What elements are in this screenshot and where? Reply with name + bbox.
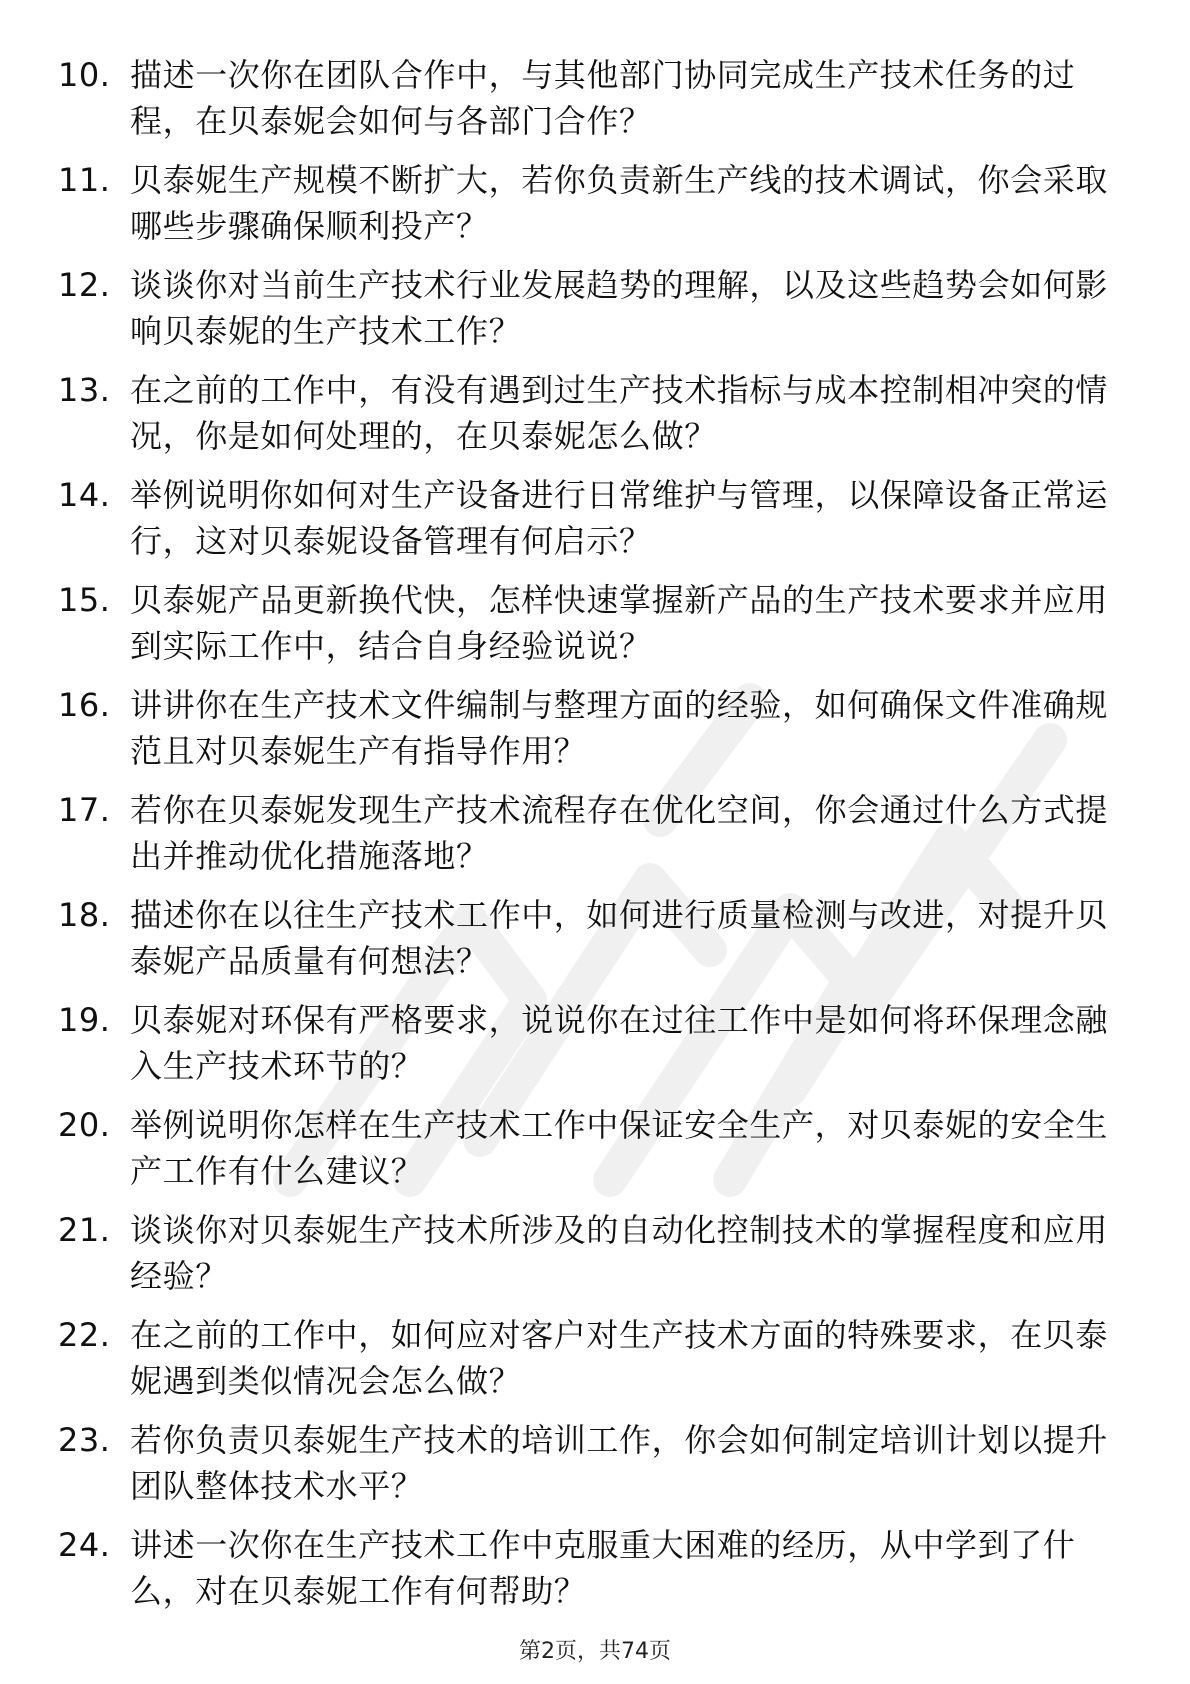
question-item	[58, 682, 1128, 774]
question-number: 12.	[58, 266, 111, 304]
question-text: 若你在贝泰妮发现生产技术流程存在优化空间，你会通过什么方式提出并推动优化措施落地？	[130, 791, 1109, 875]
question-number: 11.	[58, 161, 111, 199]
question-item	[58, 1312, 1128, 1404]
question-number: 24.	[58, 1526, 111, 1564]
question-item	[58, 577, 1128, 669]
question-item	[58, 262, 1128, 354]
question-item	[58, 1102, 1128, 1194]
question-number: 18.	[58, 896, 111, 934]
question-number: 15.	[58, 581, 111, 619]
question-number: 13.	[58, 371, 111, 409]
question-item	[58, 892, 1128, 984]
question-item	[58, 787, 1128, 879]
question-item	[58, 472, 1128, 564]
question-text: 在之前的工作中，有没有遇到过生产技术指标与成本控制相冲突的情况，你是如何处理的，在贝泰妮怎么做？	[130, 371, 1109, 455]
question-text: 谈谈你对贝泰妮生产技术所涉及的自动化控制技术的掌握程度和应用经验？	[130, 1211, 1109, 1295]
question-item	[58, 1417, 1128, 1509]
question-number: 17.	[58, 791, 111, 829]
question-item	[58, 997, 1128, 1089]
question-text: 讲讲你在生产技术文件编制与整理方面的经验，如何确保文件准确规范且对贝泰妮生产有指导作用？	[130, 686, 1109, 770]
question-text: 贝泰妮产品更新换代快，怎样快速掌握新产品的生产技术要求并应用到实际工作中，结合自身经验说说？	[130, 581, 1109, 665]
question-item	[58, 367, 1128, 459]
question-number: 10.	[58, 56, 111, 94]
page-number-label: 第2页，共74页	[519, 1639, 671, 1664]
question-text: 谈谈你对当前生产技术行业发展趋势的理解，以及这些趋势会如何影响贝泰妮的生产技术工作？	[130, 266, 1109, 350]
question-text: 在之前的工作中，如何应对客户对生产技术方面的特殊要求，在贝泰妮遇到类似情况会怎么做？	[130, 1316, 1109, 1400]
question-text: 举例说明你如何对生产设备进行日常维护与管理，以保障设备正常运行，这对贝泰妮设备管理有何启示？	[130, 476, 1109, 560]
question-text: 描述一次你在团队合作中，与其他部门协同完成生产技术任务的过程，在贝泰妮会如何与各部门合作？	[130, 56, 1076, 140]
question-item	[58, 157, 1128, 249]
question-item	[58, 52, 1128, 144]
question-number: 19.	[58, 1001, 111, 1039]
question-text: 描述你在以往生产技术工作中，如何进行质量检测与改进，对提升贝泰妮产品质量有何想法？	[130, 896, 1109, 980]
question-text: 举例说明你怎样在生产技术工作中保证安全生产，对贝泰妮的安全生产工作有什么建议？	[130, 1106, 1109, 1190]
question-number: 22.	[58, 1316, 111, 1354]
question-number: 16.	[58, 686, 111, 724]
question-list	[58, 52, 1128, 1627]
page-footer	[0, 1634, 1190, 1665]
question-item	[58, 1522, 1128, 1614]
question-text: 若你负责贝泰妮生产技术的培训工作，你会如何制定培训计划以提升团队整体技术水平？	[130, 1421, 1109, 1505]
question-text: 讲述一次你在生产技术工作中克服重大困难的经历，从中学到了什么，对在贝泰妮工作有何帮助？	[130, 1526, 1076, 1610]
question-text: 贝泰妮生产规模不断扩大，若你负责新生产线的技术调试，你会采取哪些步骤确保顺利投产？	[130, 161, 1109, 245]
question-number: 23.	[58, 1421, 111, 1459]
question-text: 贝泰妮对环保有严格要求，说说你在过往工作中是如何将环保理念融入生产技术环节的？	[130, 1001, 1109, 1085]
question-number: 20.	[58, 1106, 111, 1144]
question-item	[58, 1207, 1128, 1299]
question-number: 21.	[58, 1211, 111, 1249]
question-number: 14.	[58, 476, 111, 514]
